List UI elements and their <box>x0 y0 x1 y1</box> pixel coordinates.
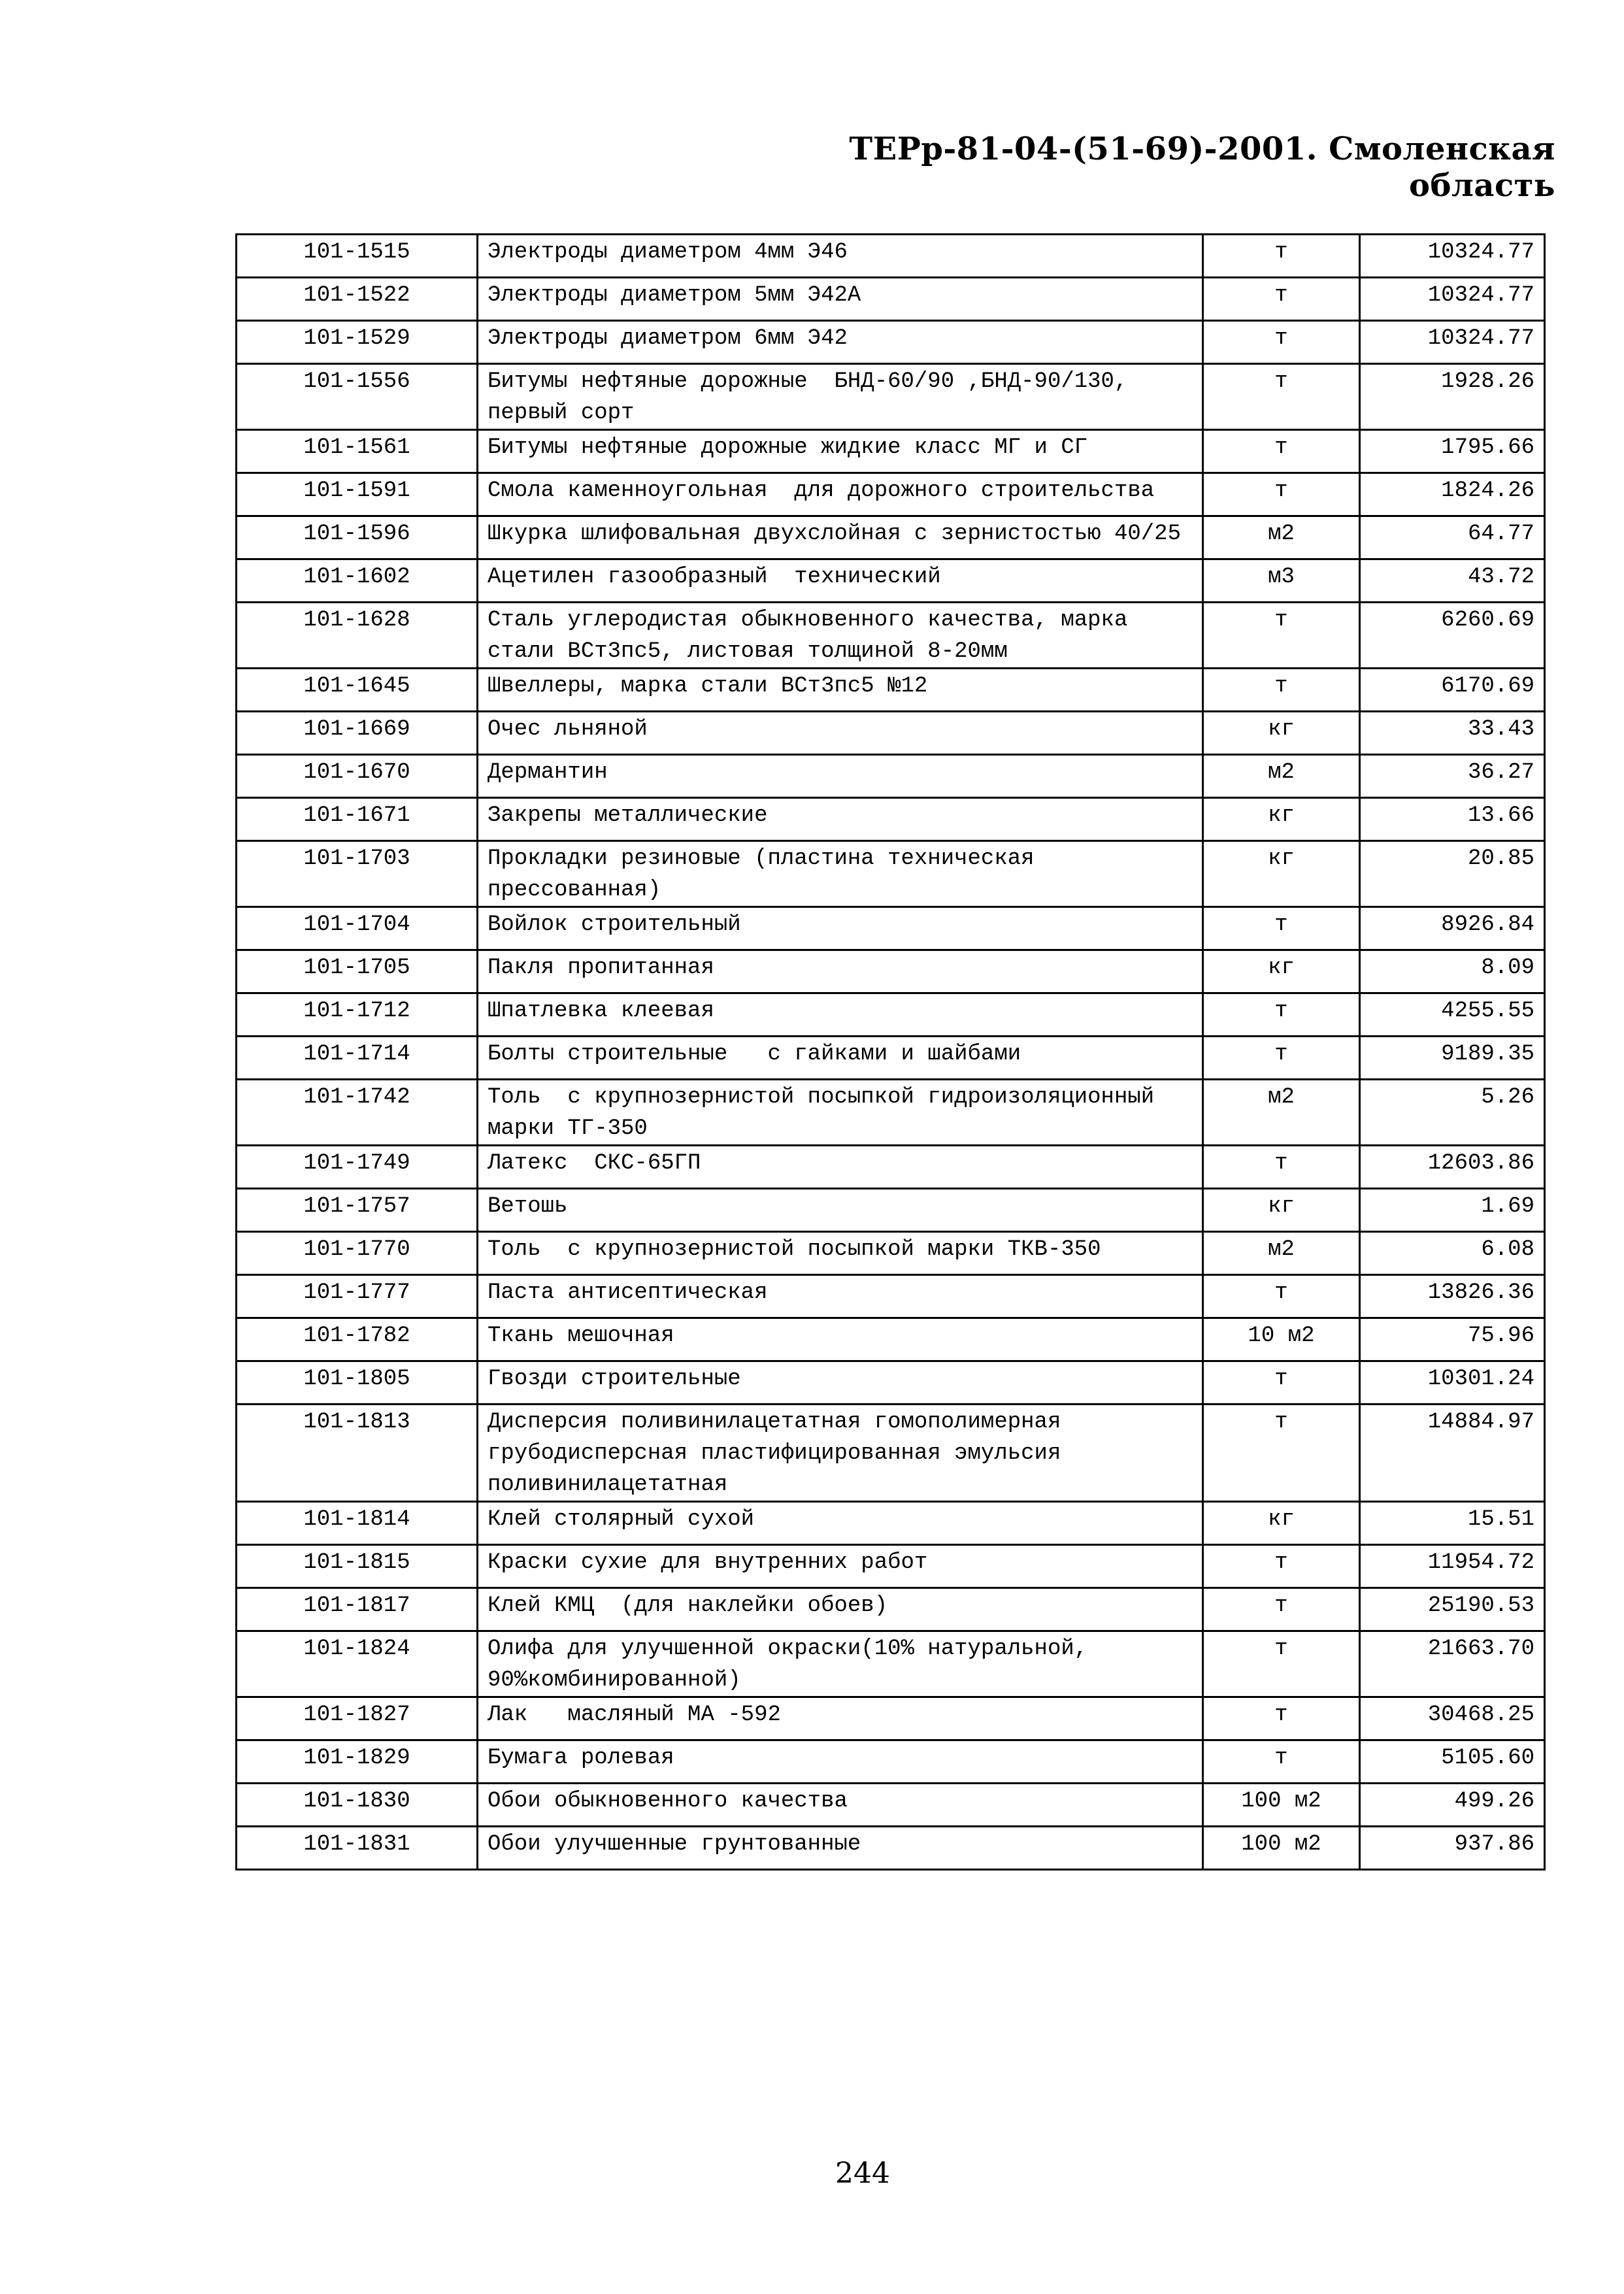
resource-code-cell: 101-1777 <box>237 1275 478 1318</box>
resource-code-cell: 101-1831 <box>237 1827 478 1870</box>
unit-cell: т <box>1203 1545 1360 1588</box>
resource-name-cell: Бумага ролевая <box>478 1740 1203 1784</box>
price-cell: 64.77 <box>1360 516 1545 559</box>
resource-name-cell: Шпатлевка клеевая <box>478 993 1203 1037</box>
unit-cell: т <box>1203 235 1360 278</box>
table-row <box>237 1037 1545 1080</box>
unit-cell: т <box>1203 1037 1360 1080</box>
page-number: 244 <box>835 2157 890 2190</box>
table-row <box>237 1318 1545 1361</box>
unit-cell: кг <box>1203 1189 1360 1232</box>
resource-name-cell: Швеллеры, марка стали ВСт3пс5 №12 <box>478 669 1203 712</box>
price-cell: 6.08 <box>1360 1232 1545 1275</box>
unit-cell: 10 м2 <box>1203 1318 1360 1361</box>
price-cell: 75.96 <box>1360 1318 1545 1361</box>
table-row <box>237 278 1545 321</box>
resource-code-cell: 101-1529 <box>237 321 478 364</box>
resource-code-cell: 101-1556 <box>237 364 478 430</box>
table-row <box>237 1545 1545 1588</box>
unit-cell: кг <box>1203 950 1360 993</box>
resource-code-cell: 101-1705 <box>237 950 478 993</box>
resource-name-cell: Смола каменноугольная для дорожного строительства <box>478 473 1203 516</box>
table-row <box>237 841 1545 907</box>
unit-cell: т <box>1203 278 1360 321</box>
table-row <box>237 1361 1545 1405</box>
unit-cell: кг <box>1203 1502 1360 1545</box>
resource-code-cell: 101-1815 <box>237 1545 478 1588</box>
unit-cell: т <box>1203 473 1360 516</box>
resource-code-cell: 101-1669 <box>237 712 478 755</box>
resource-code-cell: 101-1671 <box>237 798 478 841</box>
unit-cell: м2 <box>1203 516 1360 559</box>
unit-cell: м2 <box>1203 755 1360 798</box>
resource-code-cell: 101-1704 <box>237 907 478 950</box>
table-row <box>237 1405 1545 1502</box>
unit-cell: кг <box>1203 798 1360 841</box>
unit-cell: т <box>1203 1146 1360 1189</box>
resource-code-cell: 101-1805 <box>237 1361 478 1405</box>
resource-name-cell: Электроды диаметром 5мм Э42А <box>478 278 1203 321</box>
resource-name-cell: Закрепы металлические <box>478 798 1203 841</box>
unit-cell: м2 <box>1203 1232 1360 1275</box>
price-cell: 1928.26 <box>1360 364 1545 430</box>
resource-name-cell: Шкурка шлифовальная двухслойная с зернистостью 40/25 <box>478 516 1203 559</box>
unit-cell: м2 <box>1203 1080 1360 1146</box>
table-row <box>237 473 1545 516</box>
table-body <box>237 235 1545 1870</box>
table-row <box>237 235 1545 278</box>
resource-name-cell: Лак масляный МА -592 <box>478 1697 1203 1740</box>
resource-name-cell: Битумы нефтяные дорожные жидкие класс МГ и СГ <box>478 430 1203 473</box>
resource-name-cell: Толь с крупнозернистой посыпкой гидроизоляционный марки ТГ-350 <box>478 1080 1203 1146</box>
resource-name-cell: Клей КМЦ (для наклейки обоев) <box>478 1588 1203 1631</box>
resource-name-cell: Толь с крупнозернистой посыпкой марки ТКВ-350 <box>478 1232 1203 1275</box>
table-row <box>237 321 1545 364</box>
resource-code-cell: 101-1714 <box>237 1037 478 1080</box>
price-cell: 1824.26 <box>1360 473 1545 516</box>
unit-cell: т <box>1203 430 1360 473</box>
unit-cell: 100 м2 <box>1203 1784 1360 1827</box>
resource-code-cell: 101-1827 <box>237 1697 478 1740</box>
resource-name-cell: Электроды диаметром 4мм Э46 <box>478 235 1203 278</box>
table-row <box>237 1502 1545 1545</box>
price-cell: 1795.66 <box>1360 430 1545 473</box>
unit-cell: т <box>1203 907 1360 950</box>
price-cell: 43.72 <box>1360 559 1545 603</box>
price-cell: 30468.25 <box>1360 1697 1545 1740</box>
resource-code-cell: 101-1829 <box>237 1740 478 1784</box>
resource-name-cell: Дисперсия поливинилацетатная гомополимерная грубодисперсная пластифицированная эмульсия поливинилацетатная <box>478 1405 1203 1502</box>
table-row <box>237 993 1545 1037</box>
price-cell: 1.69 <box>1360 1189 1545 1232</box>
table-row <box>237 1784 1545 1827</box>
resource-code-cell: 101-1770 <box>237 1232 478 1275</box>
table-row <box>237 364 1545 430</box>
resource-code-cell: 101-1824 <box>237 1631 478 1697</box>
resource-code-cell: 101-1596 <box>237 516 478 559</box>
table-row <box>237 1232 1545 1275</box>
resource-name-cell: Обои улучшенные грунтованные <box>478 1827 1203 1870</box>
price-cell: 20.85 <box>1360 841 1545 907</box>
resource-code-cell: 101-1602 <box>237 559 478 603</box>
price-cell: 10324.77 <box>1360 278 1545 321</box>
unit-cell: т <box>1203 1588 1360 1631</box>
price-cell: 36.27 <box>1360 755 1545 798</box>
table-row <box>237 950 1545 993</box>
table-row <box>237 1189 1545 1232</box>
resource-code-cell: 101-1561 <box>237 430 478 473</box>
table-row <box>237 1697 1545 1740</box>
resource-name-cell: Очес льняной <box>478 712 1203 755</box>
unit-cell: т <box>1203 1361 1360 1405</box>
resource-name-cell: Ацетилен газообразный технический <box>478 559 1203 603</box>
price-cell: 10301.24 <box>1360 1361 1545 1405</box>
resource-name-cell: Болты строительные с гайками и шайбами <box>478 1037 1203 1080</box>
table-row <box>237 669 1545 712</box>
resource-name-cell: Обои обыкновенного качества <box>478 1784 1203 1827</box>
resource-name-cell: Сталь углеродистая обыкновенного качества, марка стали ВСт3пс5, листовая толщиной 8-20мм <box>478 603 1203 669</box>
table-row <box>237 907 1545 950</box>
table-row <box>237 712 1545 755</box>
unit-cell: т <box>1203 1275 1360 1318</box>
table-row <box>237 1080 1545 1146</box>
table-row <box>237 1146 1545 1189</box>
resource-code-cell: 101-1628 <box>237 603 478 669</box>
table-row <box>237 1631 1545 1697</box>
unit-cell: 100 м2 <box>1203 1827 1360 1870</box>
resource-code-cell: 101-1670 <box>237 755 478 798</box>
unit-cell: т <box>1203 321 1360 364</box>
resource-name-cell: Войлок строительный <box>478 907 1203 950</box>
price-cell: 25190.53 <box>1360 1588 1545 1631</box>
price-cell: 11954.72 <box>1360 1545 1545 1588</box>
resource-code-cell: 101-1814 <box>237 1502 478 1545</box>
resource-code-cell: 101-1712 <box>237 993 478 1037</box>
page-title: ТЕРр-81-04-(51-69)-2001. Смоленская область <box>849 131 1555 204</box>
price-cell: 10324.77 <box>1360 321 1545 364</box>
resource-code-cell: 101-1515 <box>237 235 478 278</box>
resource-name-cell: Дермантин <box>478 755 1203 798</box>
price-cell: 12603.86 <box>1360 1146 1545 1189</box>
unit-cell: т <box>1203 603 1360 669</box>
unit-cell: кг <box>1203 841 1360 907</box>
resource-name-cell: Латекс СКС-65ГП <box>478 1146 1203 1189</box>
table-row <box>237 755 1545 798</box>
resource-code-cell: 101-1645 <box>237 669 478 712</box>
price-cell: 499.26 <box>1360 1784 1545 1827</box>
unit-cell: т <box>1203 364 1360 430</box>
resource-code-cell: 101-1813 <box>237 1405 478 1502</box>
price-cell: 21663.70 <box>1360 1631 1545 1697</box>
table-row <box>237 1827 1545 1870</box>
resource-code-cell: 101-1830 <box>237 1784 478 1827</box>
price-cell: 10324.77 <box>1360 235 1545 278</box>
price-cell: 6260.69 <box>1360 603 1545 669</box>
resource-code-cell: 101-1703 <box>237 841 478 907</box>
unit-cell: т <box>1203 993 1360 1037</box>
resource-name-cell: Электроды диаметром 6мм Э42 <box>478 321 1203 364</box>
resource-code-cell: 101-1749 <box>237 1146 478 1189</box>
resource-name-cell: Паста антисептическая <box>478 1275 1203 1318</box>
resource-code-cell: 101-1782 <box>237 1318 478 1361</box>
table-row <box>237 430 1545 473</box>
price-cell: 14884.97 <box>1360 1405 1545 1502</box>
resource-code-cell: 101-1817 <box>237 1588 478 1631</box>
unit-cell: т <box>1203 669 1360 712</box>
unit-cell: т <box>1203 1697 1360 1740</box>
resource-name-cell: Битумы нефтяные дорожные БНД-60/90 ,БНД-90/130, первый сорт <box>478 364 1203 430</box>
table-row <box>237 1740 1545 1784</box>
unit-cell: кг <box>1203 712 1360 755</box>
unit-cell: т <box>1203 1631 1360 1697</box>
price-cell: 15.51 <box>1360 1502 1545 1545</box>
price-cell: 8.09 <box>1360 950 1545 993</box>
price-cell: 6170.69 <box>1360 669 1545 712</box>
price-cell: 5105.60 <box>1360 1740 1545 1784</box>
resource-name-cell: Гвозди строительные <box>478 1361 1203 1405</box>
resource-name-cell: Краски сухие для внутренних работ <box>478 1545 1203 1588</box>
resource-name-cell: Пакля пропитанная <box>478 950 1203 993</box>
resource-code-cell: 101-1522 <box>237 278 478 321</box>
resource-name-cell: Ветошь <box>478 1189 1203 1232</box>
table-row <box>237 1588 1545 1631</box>
resource-name-cell: Прокладки резиновые (пластина техническая прессованная) <box>478 841 1203 907</box>
price-cell: 937.86 <box>1360 1827 1545 1870</box>
price-cell: 5.26 <box>1360 1080 1545 1146</box>
resource-name-cell: Клей столярный сухой <box>478 1502 1203 1545</box>
unit-cell: м3 <box>1203 559 1360 603</box>
resource-name-cell: Олифа для улучшенной окраски(10% натуральной, 90%комбинированной) <box>478 1631 1203 1697</box>
resource-code-cell: 101-1757 <box>237 1189 478 1232</box>
table-row <box>237 603 1545 669</box>
unit-cell: т <box>1203 1405 1360 1502</box>
table-row <box>237 559 1545 603</box>
table-row <box>237 516 1545 559</box>
price-cell: 33.43 <box>1360 712 1545 755</box>
materials-price-table <box>235 233 1546 1870</box>
price-cell: 13826.36 <box>1360 1275 1545 1318</box>
price-cell: 4255.55 <box>1360 993 1545 1037</box>
price-cell: 9189.35 <box>1360 1037 1545 1080</box>
price-cell: 13.66 <box>1360 798 1545 841</box>
resource-name-cell: Ткань мешочная <box>478 1318 1203 1361</box>
table-row <box>237 798 1545 841</box>
unit-cell: т <box>1203 1740 1360 1784</box>
resource-code-cell: 101-1742 <box>237 1080 478 1146</box>
price-cell: 8926.84 <box>1360 907 1545 950</box>
resource-code-cell: 101-1591 <box>237 473 478 516</box>
table-row <box>237 1275 1545 1318</box>
